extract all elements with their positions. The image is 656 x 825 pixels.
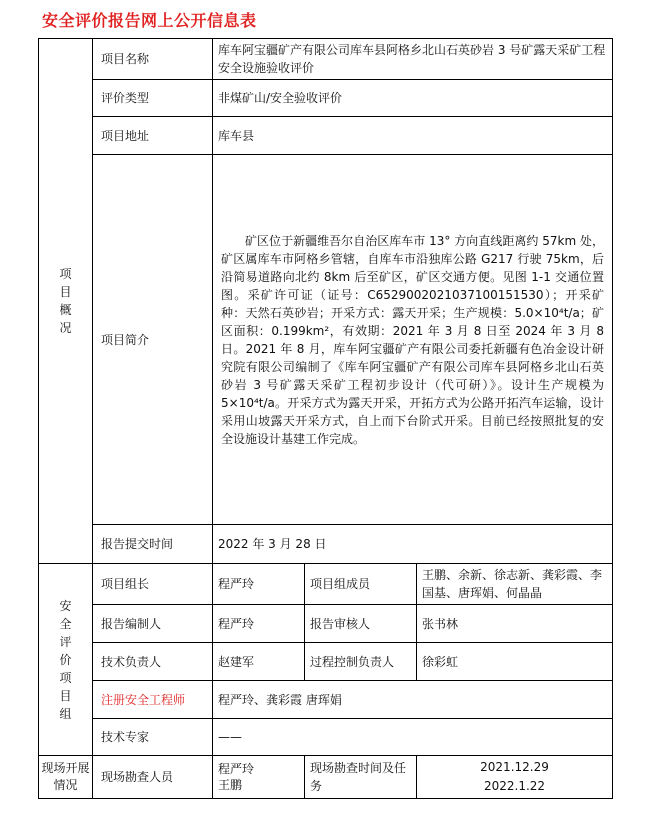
eval-type-value: 非煤矿山/安全验收评价 xyxy=(213,80,613,117)
inspector-2: 王鹏 xyxy=(218,778,243,792)
row-writer xyxy=(39,605,613,643)
row-team-leader xyxy=(39,564,613,605)
row-site xyxy=(39,756,613,799)
writer-value: 程严玲 xyxy=(213,605,305,643)
intro-label: 项目简介 xyxy=(93,155,213,525)
reviewer-label: 报告审核人 xyxy=(305,605,417,643)
section-overview xyxy=(39,39,93,564)
members-value: 王鹏、余新、徐志新、龚彩霞、李国基、唐珲娟、何晶晶 xyxy=(417,564,613,605)
address-label: 项目地址 xyxy=(93,117,213,155)
section-site-label: 现场开展情况 xyxy=(41,761,90,792)
engineers-value: 程严玲、龚彩霞 唐珲娟 xyxy=(213,681,613,719)
tech-lead-label: 技术负责人 xyxy=(93,643,213,681)
row-tech-lead xyxy=(39,643,613,681)
submit-time-value: 2022 年 3 月 28 日 xyxy=(213,525,613,564)
reviewer-value: 张书林 xyxy=(417,605,613,643)
inspection-time-start: 2021.12.29 xyxy=(480,760,549,774)
info-table xyxy=(38,38,613,799)
row-submit-time xyxy=(39,525,613,564)
inspection-time-label: 现场勘查时间及任务 xyxy=(305,756,417,799)
section-site xyxy=(39,756,93,799)
page-title: 安全评价报告网上公开信息表 xyxy=(42,11,257,30)
section-team-label: 安全评价项目组 xyxy=(59,598,72,721)
submit-time-label: 报告提交时间 xyxy=(93,525,213,564)
members-label: 项目组成员 xyxy=(305,564,417,605)
section-team xyxy=(39,564,93,756)
process-control-value: 徐彩虹 xyxy=(417,643,613,681)
writer-label: 报告编制人 xyxy=(93,605,213,643)
engineers-label: 注册安全工程师 xyxy=(93,681,213,719)
leader-label: 项目组长 xyxy=(93,564,213,605)
process-control-label: 过程控制负责人 xyxy=(305,643,417,681)
inspection-time-value xyxy=(417,756,613,799)
inspection-time-end: 2022.1.22 xyxy=(483,779,546,793)
tech-lead-value: 赵建军 xyxy=(213,643,305,681)
expert-value: —— xyxy=(213,719,613,756)
row-expert xyxy=(39,719,613,756)
inspectors-value xyxy=(213,756,305,799)
eval-type-label: 评价类型 xyxy=(93,80,213,117)
leader-value: 程严玲 xyxy=(213,564,305,605)
row-intro xyxy=(39,155,613,525)
inspectors-label: 现场勘查人员 xyxy=(93,756,213,799)
project-name-label: 项目名称 xyxy=(93,39,213,80)
row-eval-type xyxy=(39,80,613,117)
address-value: 库车县 xyxy=(213,117,613,155)
expert-label: 技术专家 xyxy=(93,719,213,756)
intro-paragraph: 矿区位于新疆维吾尔自治区库车市 13° 方向直线距离约 57km 处，矿区属库车市阿格乡管辖，自库车市沿独库公路 G217 行驶 75km，后沿简易道路向北约 8km 后至矿区，矿区交通方便。见图 1-1 交通位置图。采矿许可证（证号：C6529002021037100151530）；开采矿种：天然石英砂岩；开采方式：露天开采；生产规模：5.0×10⁴t/a；矿区面积：0.199km²，有效期：2021 年 3 月 8 日至 2024 年 3 月 8 日。2021 年 8 月，库车阿宝疆矿产有限公司委托新疆有色冶金设计研究院有限公司编制了《库车阿宝疆矿产有限公司库车县阿格乡北山石英砂岩 3 号矿露天采矿工程初步设计（代可研）》。设计生产规模为 5×10⁴t/a。开采方式为露天开采，开拓方式为公路开拓汽车运输，设计采用山坡露天开采方式，自上而下台阶式开采。目前已经按照批复的安全设施设计基建工作完成。 xyxy=(221,233,605,446)
row-engineers xyxy=(39,681,613,719)
inspector-1: 程严玲 xyxy=(218,762,255,776)
row-project-name xyxy=(39,39,613,80)
project-name-value: 库车阿宝疆矿产有限公司库车县阿格乡北山石英砂岩 3 号矿露天采矿工程安全设施验收评价 xyxy=(213,39,613,80)
row-address xyxy=(39,117,613,155)
intro-text xyxy=(213,155,613,525)
section-overview-label: 项目概况 xyxy=(59,267,72,335)
